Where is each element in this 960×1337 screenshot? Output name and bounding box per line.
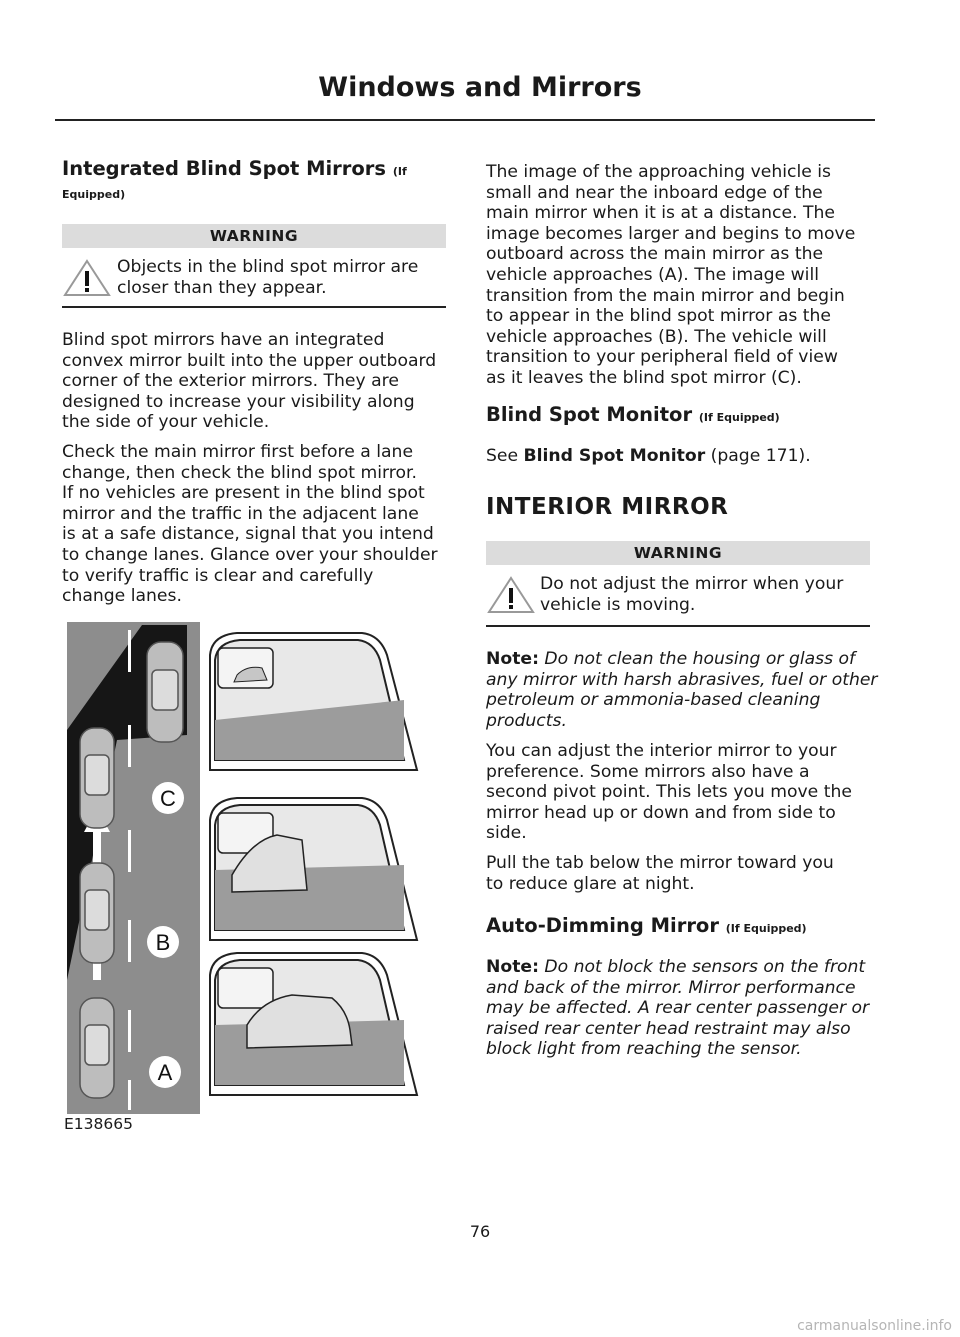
mirror-b bbox=[210, 798, 417, 940]
see-reference: See Blind Spot Monitor (page 171). bbox=[486, 446, 811, 466]
section-title-blind-spot-monitor: Blind Spot Monitor (If Equipped) bbox=[486, 403, 780, 426]
figure-id: E138665 bbox=[64, 1115, 133, 1133]
section-title-suffix-continued: Equipped) bbox=[62, 188, 126, 201]
blind-spot-figure bbox=[62, 620, 432, 1120]
warning-message: Objects in the blind spot mirror are closer than they appear. bbox=[117, 257, 419, 298]
mirror-a bbox=[210, 953, 417, 1095]
section-title-text: Integrated Blind Spot Mirrors bbox=[62, 157, 387, 180]
note-sensors: Note: Do not block the sensors on the front and back of the mirror. Mirror performance may be affected. A rear center passenger or raised rear center head restraint may also block light from reaching the sensor. bbox=[486, 957, 870, 1060]
paragraph-blind-spot-description: Blind spot mirrors have an integrated convex mirror built into the upper outboard corner of the exterior mirrors. They are designed to increase your visibility along the side of your vehicle. bbox=[62, 330, 437, 433]
paragraph-approaching-vehicle: The image of the approaching vehicle is small and near the inboard edge of the main mirror when it is at a distance. The image becomes larger and begins to move outboard across the main mirror as the vehicle approaches (A). The image will transition from the main mirror and begin to appear in the blind spot mirror as the vehicle approaches (B). The vehicle will transition to your peripheral field of view as it leaves the blind spot mirror (C). bbox=[486, 162, 856, 388]
mirror-c bbox=[210, 633, 417, 770]
paragraph-lane-change: Check the main mirror first before a lane change, then check the blind spot mirror. If no vehicles are present in the blind spot mirror and the traffic in the adjacent lane is at a safe distance, signal that you intend to change lanes. Glance over your shoulder to verify traffic is clear and carefully change lanes. bbox=[62, 442, 438, 607]
warning-message-interior: Do not adjust the mirror when your vehicle is moving. bbox=[540, 574, 844, 615]
warning-banner: WARNING bbox=[62, 224, 446, 248]
blind-spot-monitor-link[interactable]: Blind Spot Monitor bbox=[523, 446, 706, 466]
label-a: A bbox=[157, 1060, 173, 1085]
paragraph-adjust-mirror: You can adjust the interior mirror to your preference. Some mirrors also have a second pivot point. This lets you move the mirror head up or down and from side to side. bbox=[486, 741, 852, 844]
label-b: B bbox=[155, 930, 171, 955]
label-c: C bbox=[160, 786, 176, 811]
section-title-blind-spot-mirrors bbox=[62, 157, 407, 180]
warning-bottom-rule-interior bbox=[486, 625, 870, 627]
note-cleaning: Note: Do not clean the housing or glass of any mirror with harsh abrasives, fuel or other petroleum or ammonia-based cleaning products. bbox=[486, 649, 878, 731]
warning-triangle-icon bbox=[486, 575, 536, 615]
paragraph-reduce-glare: Pull the tab below the mirror toward you to reduce glare at night. bbox=[486, 853, 834, 894]
section-title-interior-mirror: INTERIOR MIRROR bbox=[486, 494, 729, 520]
section-title-auto-dimming: Auto-Dimming Mirror (If Equipped) bbox=[486, 914, 807, 937]
watermark: carmanualsonline.info bbox=[797, 1318, 952, 1334]
warning-triangle-icon bbox=[62, 258, 112, 298]
page-number: 76 bbox=[469, 1222, 491, 1241]
car-top bbox=[147, 642, 183, 742]
header-divider bbox=[55, 119, 875, 121]
page-title: Windows and Mirrors bbox=[318, 72, 642, 103]
warning-banner-interior: WARNING bbox=[486, 541, 870, 565]
warning-bottom-rule bbox=[62, 306, 446, 308]
section-title-suffix: (If bbox=[392, 165, 407, 178]
